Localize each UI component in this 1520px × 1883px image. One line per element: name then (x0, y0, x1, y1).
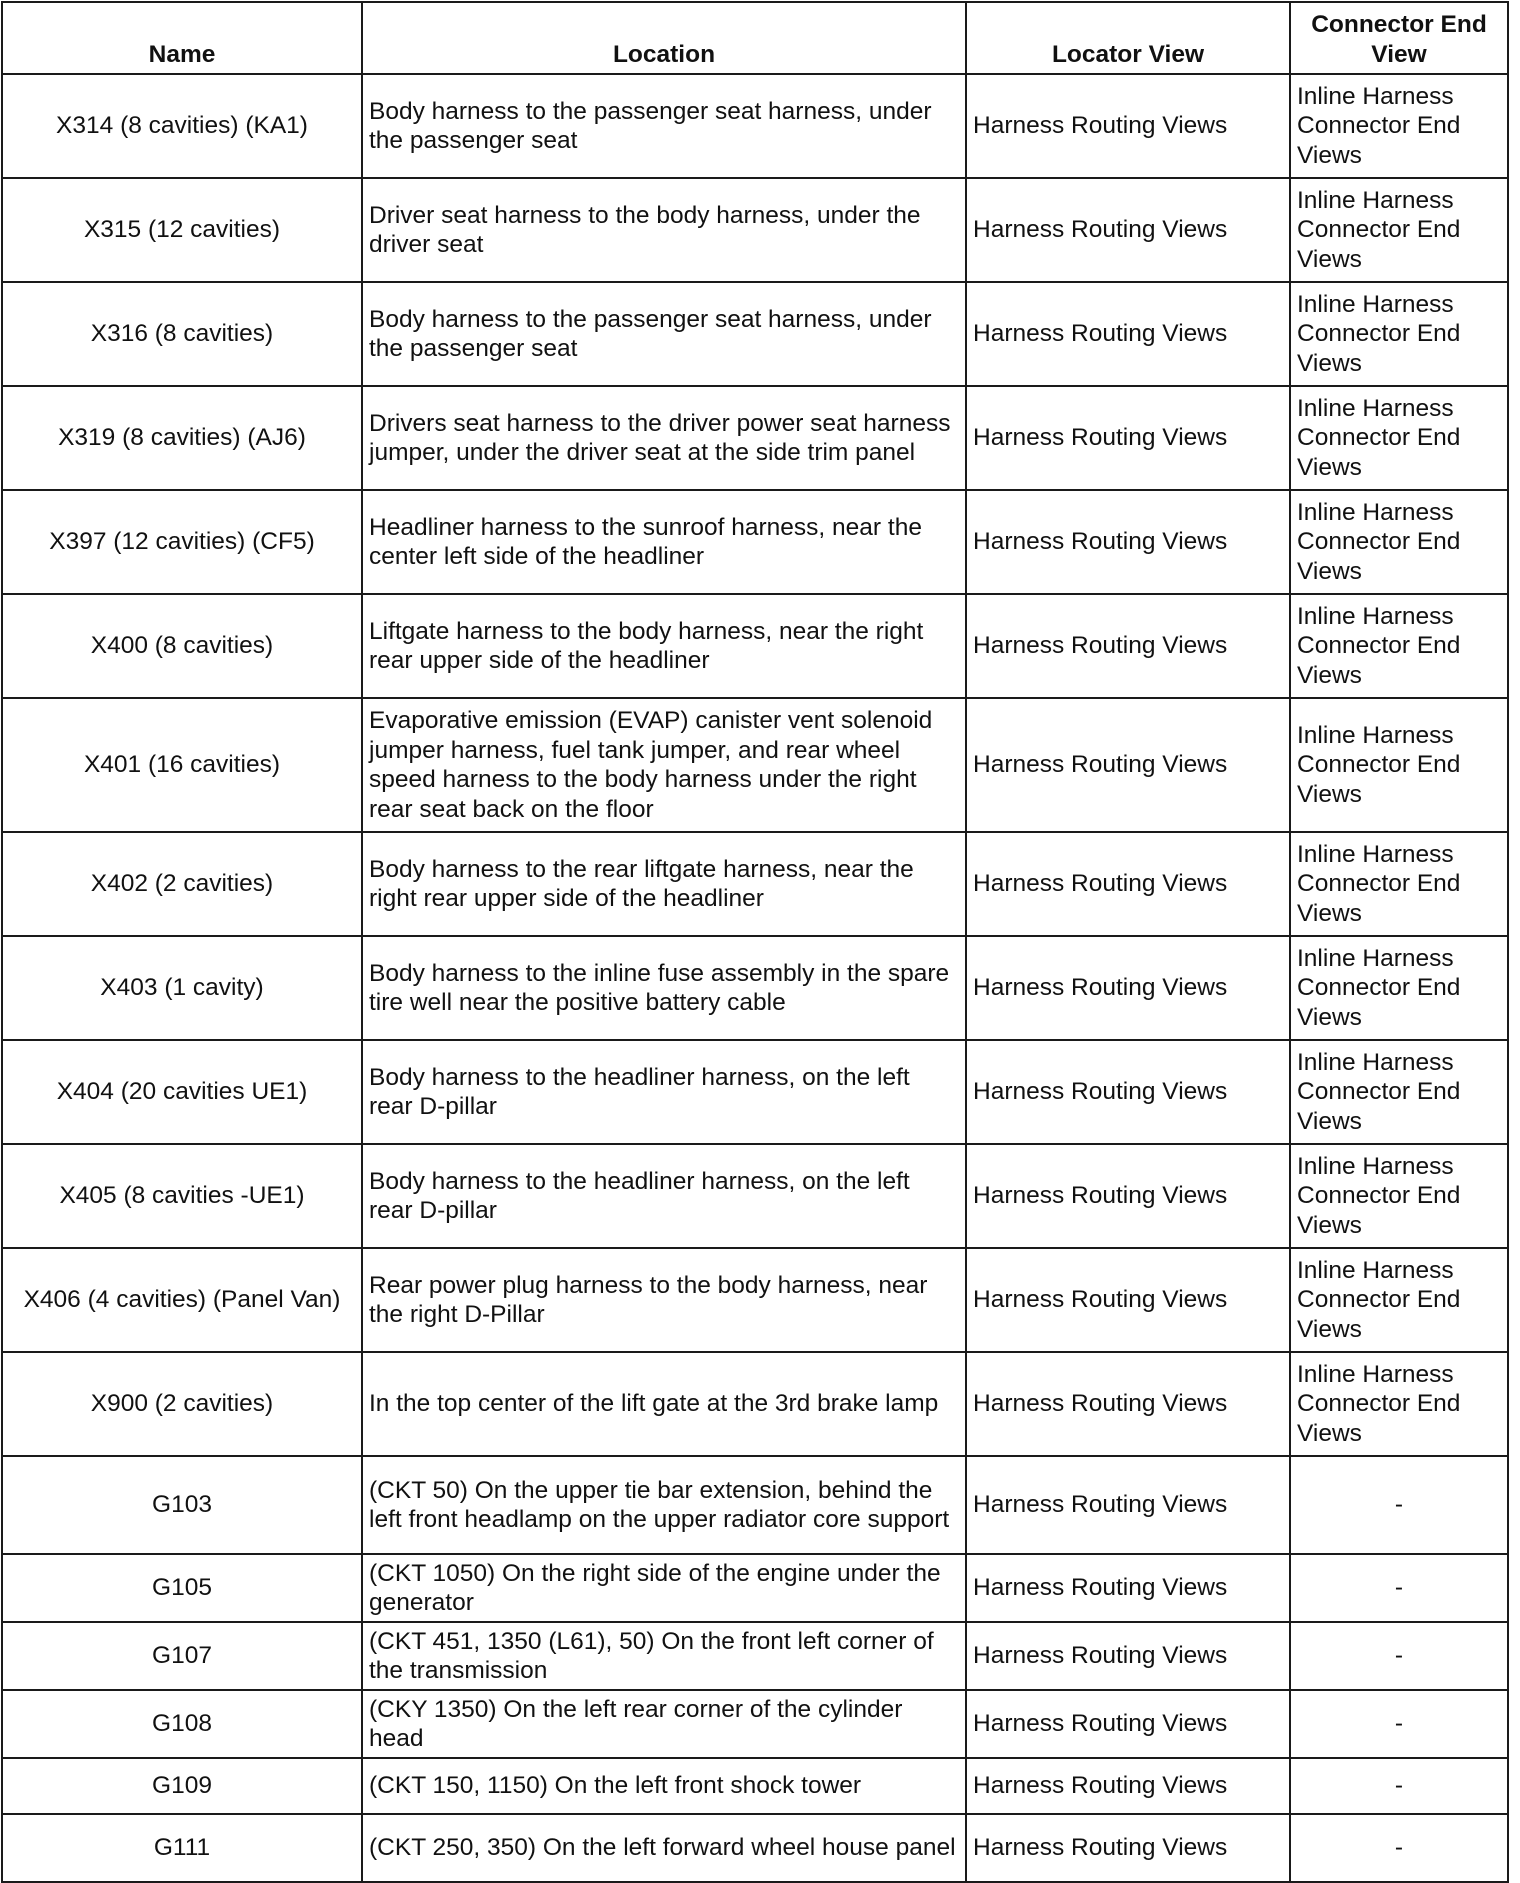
cell-connector-end-view: Inline Harness Connector End Views (1290, 386, 1508, 490)
cell-location: Body harness to the inline fuse assembly in the spare tire well near the positive battery cable (362, 936, 966, 1040)
table-row (2, 594, 1508, 698)
cell-location: In the top center of the lift gate at the 3rd brake lamp (362, 1352, 966, 1456)
cell-location: (CKY 1350) On the left rear corner of the cylinder head (362, 1690, 966, 1758)
cell-locator-view: Harness Routing Views (966, 698, 1290, 832)
cell-name: X314 (8 cavities) (KA1) (2, 74, 362, 178)
cell-connector-end-view: Inline Harness Connector End Views (1290, 1248, 1508, 1352)
cell-locator-view: Harness Routing Views (966, 490, 1290, 594)
cell-connector-end-view: Inline Harness Connector End Views (1290, 832, 1508, 936)
table-row (2, 1456, 1508, 1554)
cell-connector-end-view: - (1290, 1814, 1508, 1882)
cell-name: G109 (2, 1758, 362, 1814)
cell-locator-view: Harness Routing Views (966, 1554, 1290, 1622)
header-name: Name (2, 2, 362, 74)
table-row (2, 1622, 1508, 1690)
cell-location: Liftgate harness to the body harness, near the right rear upper side of the headliner (362, 594, 966, 698)
cell-name: X315 (12 cavities) (2, 178, 362, 282)
connector-location-table (1, 1, 1509, 1883)
cell-connector-end-view: - (1290, 1456, 1508, 1554)
cell-locator-view: Harness Routing Views (966, 178, 1290, 282)
cell-locator-view: Harness Routing Views (966, 936, 1290, 1040)
cell-name: X406 (4 cavities) (Panel Van) (2, 1248, 362, 1352)
cell-locator-view: Harness Routing Views (966, 1690, 1290, 1758)
cell-connector-end-view: - (1290, 1622, 1508, 1690)
cell-name: X316 (8 cavities) (2, 282, 362, 386)
cell-location: Body harness to the rear liftgate harness, near the right rear upper side of the headliner (362, 832, 966, 936)
table-row (2, 1554, 1508, 1622)
cell-connector-end-view: Inline Harness Connector End Views (1290, 698, 1508, 832)
cell-name: G105 (2, 1554, 362, 1622)
cell-name: X402 (2 cavities) (2, 832, 362, 936)
cell-connector-end-view: - (1290, 1554, 1508, 1622)
table-row (2, 74, 1508, 178)
cell-location: (CKT 150, 1150) On the left front shock tower (362, 1758, 966, 1814)
cell-locator-view: Harness Routing Views (966, 1456, 1290, 1554)
cell-location: (CKT 250, 350) On the left forward wheel house panel (362, 1814, 966, 1882)
header-locator-view: Locator View (966, 2, 1290, 74)
cell-location: (CKT 50) On the upper tie bar extension, behind the left front headlamp on the upper radiator core support (362, 1456, 966, 1554)
cell-name: X900 (2 cavities) (2, 1352, 362, 1456)
cell-name: X404 (20 cavities UE1) (2, 1040, 362, 1144)
cell-location: Body harness to the headliner harness, on the left rear D-pillar (362, 1040, 966, 1144)
table-row (2, 832, 1508, 936)
table-row (2, 282, 1508, 386)
cell-name: G107 (2, 1622, 362, 1690)
cell-name: X319 (8 cavities) (AJ6) (2, 386, 362, 490)
cell-locator-view: Harness Routing Views (966, 1248, 1290, 1352)
table-row (2, 1352, 1508, 1456)
header-connector-end-view: Connector End View (1290, 2, 1508, 74)
cell-locator-view: Harness Routing Views (966, 1144, 1290, 1248)
cell-locator-view: Harness Routing Views (966, 282, 1290, 386)
cell-locator-view: Harness Routing Views (966, 74, 1290, 178)
cell-connector-end-view: Inline Harness Connector End Views (1290, 936, 1508, 1040)
table-row (2, 1144, 1508, 1248)
cell-location: Driver seat harness to the body harness, under the driver seat (362, 178, 966, 282)
cell-locator-view: Harness Routing Views (966, 386, 1290, 490)
cell-locator-view: Harness Routing Views (966, 594, 1290, 698)
cell-location: Headliner harness to the sunroof harness, near the center left side of the headliner (362, 490, 966, 594)
cell-name: G111 (2, 1814, 362, 1882)
cell-connector-end-view: Inline Harness Connector End Views (1290, 1352, 1508, 1456)
cell-location: (CKT 451, 1350 (L61), 50) On the front left corner of the transmission (362, 1622, 966, 1690)
table-row (2, 1248, 1508, 1352)
cell-connector-end-view: - (1290, 1758, 1508, 1814)
cell-connector-end-view: Inline Harness Connector End Views (1290, 490, 1508, 594)
cell-location: (CKT 1050) On the right side of the engine under the generator (362, 1554, 966, 1622)
cell-connector-end-view: - (1290, 1690, 1508, 1758)
cell-name: X400 (8 cavities) (2, 594, 362, 698)
cell-connector-end-view: Inline Harness Connector End Views (1290, 1144, 1508, 1248)
table-row (2, 1690, 1508, 1758)
header-location: Location (362, 2, 966, 74)
cell-connector-end-view: Inline Harness Connector End Views (1290, 282, 1508, 386)
cell-connector-end-view: Inline Harness Connector End Views (1290, 1040, 1508, 1144)
cell-connector-end-view: Inline Harness Connector End Views (1290, 74, 1508, 178)
cell-name: X405 (8 cavities -UE1) (2, 1144, 362, 1248)
cell-location: Drivers seat harness to the driver power seat harness jumper, under the driver seat at the side trim panel (362, 386, 966, 490)
cell-name: X403 (1 cavity) (2, 936, 362, 1040)
cell-locator-view: Harness Routing Views (966, 1814, 1290, 1882)
cell-location: Body harness to the headliner harness, on the left rear D-pillar (362, 1144, 966, 1248)
header-row (2, 2, 1508, 74)
cell-location: Evaporative emission (EVAP) canister vent solenoid jumper harness, fuel tank jumper, and rear wheel speed harness to the body harness under the right rear seat back on the floor (362, 698, 966, 832)
cell-locator-view: Harness Routing Views (966, 1040, 1290, 1144)
cell-name: G103 (2, 1456, 362, 1554)
table-row (2, 386, 1508, 490)
table-row (2, 698, 1508, 832)
cell-locator-view: Harness Routing Views (966, 1352, 1290, 1456)
table-row (2, 1040, 1508, 1144)
table-row (2, 178, 1508, 282)
table-row (2, 936, 1508, 1040)
table-row (2, 490, 1508, 594)
cell-locator-view: Harness Routing Views (966, 1622, 1290, 1690)
cell-location: Rear power plug harness to the body harness, near the right D-Pillar (362, 1248, 966, 1352)
cell-connector-end-view: Inline Harness Connector End Views (1290, 178, 1508, 282)
cell-name: X397 (12 cavities) (CF5) (2, 490, 362, 594)
cell-name: G108 (2, 1690, 362, 1758)
cell-name: X401 (16 cavities) (2, 698, 362, 832)
cell-location: Body harness to the passenger seat harness, under the passenger seat (362, 282, 966, 386)
cell-locator-view: Harness Routing Views (966, 832, 1290, 936)
cell-location: Body harness to the passenger seat harness, under the passenger seat (362, 74, 966, 178)
cell-connector-end-view: Inline Harness Connector End Views (1290, 594, 1508, 698)
cell-locator-view: Harness Routing Views (966, 1758, 1290, 1814)
table-row (2, 1758, 1508, 1814)
